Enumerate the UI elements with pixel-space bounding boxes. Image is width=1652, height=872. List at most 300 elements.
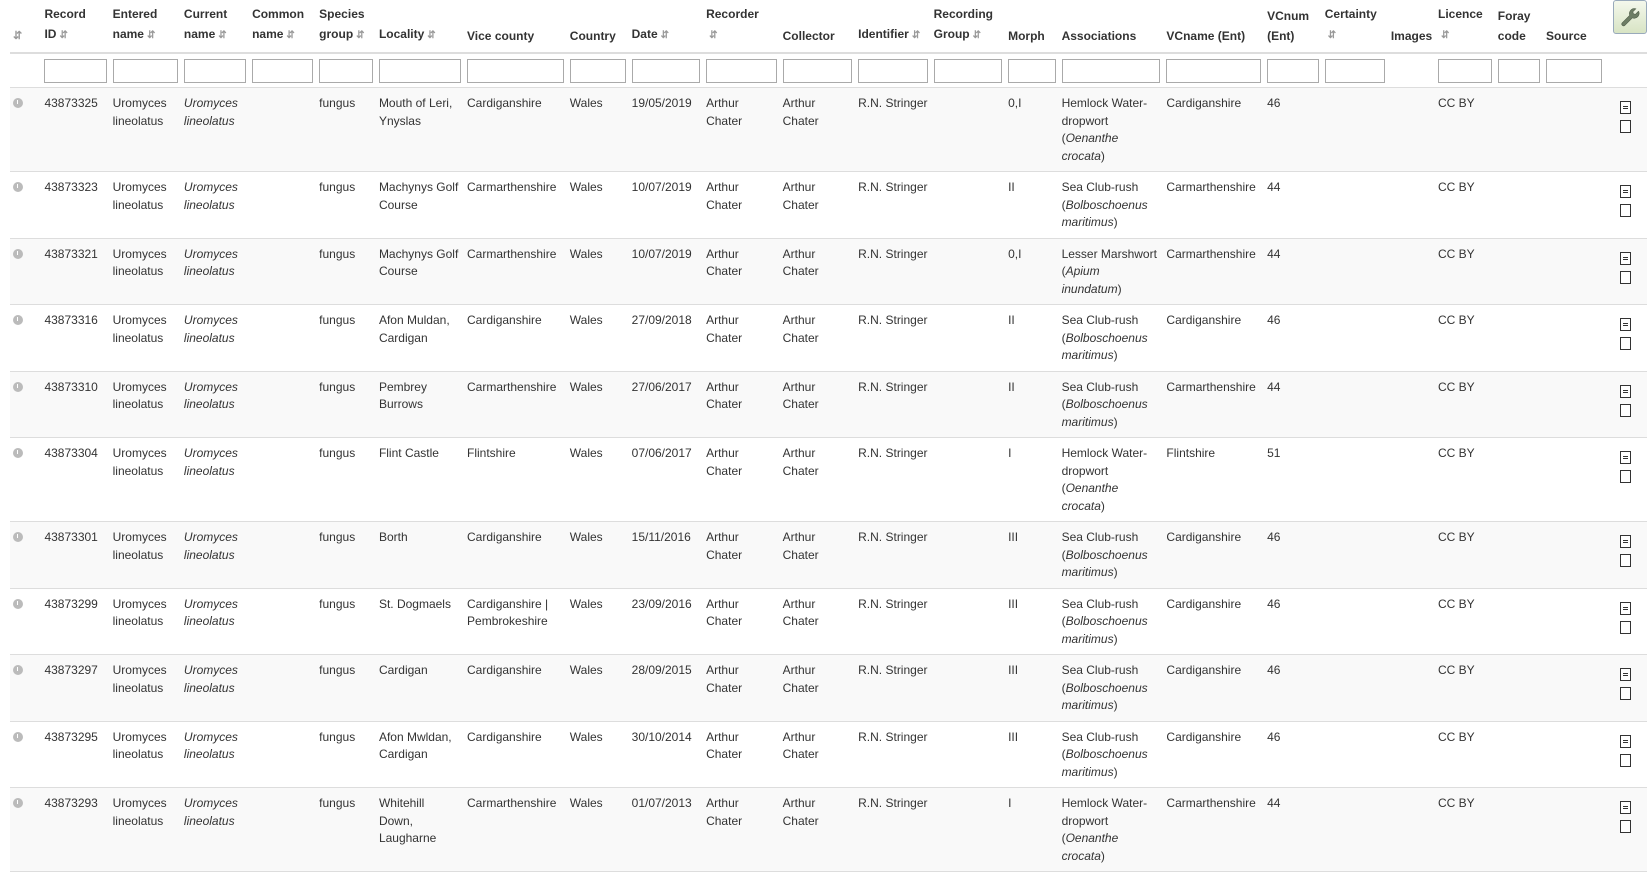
cell-collector: Arthur Chater xyxy=(780,371,856,438)
history-clock-icon[interactable] xyxy=(13,448,23,458)
cell-foray-code xyxy=(1495,172,1543,239)
cell-morph: III xyxy=(1005,588,1058,655)
cell-images xyxy=(1388,588,1435,655)
cell-collector: Arthur Chater xyxy=(780,655,856,722)
history-clock-icon[interactable] xyxy=(13,182,23,192)
cell-date: 27/09/2018 xyxy=(629,305,703,372)
cell-date: 19/05/2019 xyxy=(629,88,703,172)
cell-date: 27/06/2017 xyxy=(629,371,703,438)
col-licence[interactable]: Licence ⇵ xyxy=(1435,0,1495,53)
cell-current-name: Uromyces lineolatus xyxy=(181,305,249,372)
cell-associations: Sea Club-rush (Bolboschoenus maritimus) xyxy=(1059,655,1164,722)
cell-source xyxy=(1543,88,1605,172)
cell-common-name xyxy=(249,788,316,872)
table-row xyxy=(10,588,1647,655)
cell-actions xyxy=(1605,721,1647,788)
cell-locality: Cardigan xyxy=(376,655,464,722)
col-entered-name[interactable]: Entered name ⇵ xyxy=(110,0,181,53)
filter-recorder[interactable] xyxy=(706,59,777,83)
cell-source xyxy=(1543,172,1605,239)
cell-licence: CC BY xyxy=(1435,655,1495,722)
cell-country: Wales xyxy=(567,438,629,522)
col-locality[interactable]: Locality ⇵ xyxy=(376,0,464,53)
col-source: Source xyxy=(1543,0,1605,53)
cell-date: 15/11/2016 xyxy=(629,522,703,589)
cell-record-id: 43873297 xyxy=(41,655,109,722)
record-document-icon[interactable] xyxy=(1620,820,1631,833)
cell-morph: I xyxy=(1005,788,1058,872)
col-foray-code: Foray code xyxy=(1495,0,1543,53)
filter-recording-group[interactable] xyxy=(934,59,1002,83)
cell-images xyxy=(1388,788,1435,872)
cell-identifier: R.N. Stringer xyxy=(855,172,931,239)
cell-actions xyxy=(1605,371,1647,438)
record-details-icon[interactable] xyxy=(1620,668,1631,681)
history-clock-icon[interactable] xyxy=(13,665,23,675)
cell-country: Wales xyxy=(567,522,629,589)
cell-recording-group xyxy=(931,522,1005,589)
col-current-name[interactable]: Current name ⇵ xyxy=(181,0,249,53)
cell-licence: CC BY xyxy=(1435,305,1495,372)
col-recording-group[interactable]: Recording Group ⇵ xyxy=(931,0,1005,53)
association-scientific-name: Bolboschoenus maritimus xyxy=(1061,197,1148,229)
cell-foray-code xyxy=(1495,88,1543,172)
cell-record-id: 43873323 xyxy=(41,172,109,239)
cell-locality: Whitehill Down, Laugharne xyxy=(376,788,464,872)
association-scientific-name: Oenanthe crocata xyxy=(1061,481,1119,513)
table-row xyxy=(10,522,1647,589)
cell-species-group: fungus xyxy=(316,438,376,522)
cell-certainty xyxy=(1322,371,1388,438)
cell-licence: CC BY xyxy=(1435,371,1495,438)
cell-locality: Afon Muldan, Cardigan xyxy=(376,305,464,372)
cell-entered-name: Uromyces lineolatus xyxy=(110,721,181,788)
cell-source xyxy=(1543,371,1605,438)
cell-actions xyxy=(1605,522,1647,589)
cell-entered-name: Uromyces lineolatus xyxy=(110,522,181,589)
table-row xyxy=(10,788,1647,872)
cell-vice-county: Carmarthenshire xyxy=(464,172,567,239)
cell-vice-county: Cardiganshire xyxy=(464,655,567,722)
cell-foray-code xyxy=(1495,522,1543,589)
cell-certainty xyxy=(1322,788,1388,872)
cell-source xyxy=(1543,655,1605,722)
cell-country: Wales xyxy=(567,371,629,438)
filter-row xyxy=(10,53,1647,88)
record-details-icon[interactable] xyxy=(1620,535,1631,548)
cell-vcname: Cardiganshire xyxy=(1163,655,1264,722)
cell-species-group: fungus xyxy=(316,721,376,788)
cell-recorder: Arthur Chater xyxy=(703,788,780,872)
cell-identifier: R.N. Stringer xyxy=(855,238,931,305)
cell-associations: Lesser Marshwort (Apium inundatum) xyxy=(1059,238,1164,305)
cell-images xyxy=(1388,88,1435,172)
cell-images xyxy=(1388,522,1435,589)
record-details-icon[interactable] xyxy=(1620,318,1631,331)
cell-associations: Hemlock Water-dropwort (Oenanthe crocata) xyxy=(1059,788,1164,872)
cell-common-name xyxy=(249,371,316,438)
sort-toggle-column[interactable]: ⇵ xyxy=(10,0,41,53)
cell-record-id: 43873299 xyxy=(41,588,109,655)
cell-recording-group xyxy=(931,172,1005,239)
cell-associations: Hemlock Water-dropwort (Oenanthe crocata) xyxy=(1059,88,1164,172)
association-common-name: Sea Club-rush xyxy=(1061,596,1139,611)
cell-foray-code xyxy=(1495,238,1543,305)
cell-clock xyxy=(10,655,41,722)
cell-foray-code xyxy=(1495,788,1543,872)
cell-recorder: Arthur Chater xyxy=(703,721,780,788)
cell-morph: II xyxy=(1005,371,1058,438)
cell-locality: Pembrey Burrows xyxy=(376,371,464,438)
filter-licence[interactable] xyxy=(1438,59,1492,83)
cell-actions xyxy=(1605,588,1647,655)
cell-images xyxy=(1388,371,1435,438)
cell-common-name xyxy=(249,172,316,239)
cell-locality: Mouth of Leri, Ynyslas xyxy=(376,88,464,172)
cell-clock xyxy=(10,721,41,788)
cell-vcnum: 51 xyxy=(1264,438,1322,522)
association-common-name: Lesser Marshwort xyxy=(1061,246,1157,261)
table-row xyxy=(10,88,1647,172)
cell-common-name xyxy=(249,305,316,372)
cell-date: 28/09/2015 xyxy=(629,655,703,722)
association-common-name: Sea Club-rush xyxy=(1061,379,1139,394)
cell-species-group: fungus xyxy=(316,371,376,438)
record-details-icon[interactable] xyxy=(1620,252,1631,265)
association-scientific-name: Bolboschoenus maritimus xyxy=(1061,614,1148,646)
col-vcname: VCname (Ent) xyxy=(1163,0,1264,53)
cell-foray-code xyxy=(1495,588,1543,655)
cell-identifier: R.N. Stringer xyxy=(855,588,931,655)
cell-country: Wales xyxy=(567,788,629,872)
cell-certainty xyxy=(1322,588,1388,655)
cell-licence: CC BY xyxy=(1435,438,1495,522)
cell-common-name xyxy=(249,522,316,589)
cell-actions xyxy=(1605,788,1647,872)
cell-recorder: Arthur Chater xyxy=(703,655,780,722)
records-table xyxy=(10,0,1647,872)
cell-entered-name: Uromyces lineolatus xyxy=(110,238,181,305)
cell-images xyxy=(1388,172,1435,239)
association-scientific-name: Bolboschoenus maritimus xyxy=(1061,747,1148,779)
cell-species-group: fungus xyxy=(316,172,376,239)
cell-vcname: Carmarthenshire xyxy=(1163,371,1264,438)
cell-current-name: Uromyces lineolatus xyxy=(181,238,249,305)
cell-date: 10/07/2019 xyxy=(629,172,703,239)
association-scientific-name: Bolboschoenus maritimus xyxy=(1061,547,1148,579)
cell-licence: CC BY xyxy=(1435,238,1495,305)
history-clock-icon[interactable] xyxy=(13,315,23,325)
cell-locality: Machynys Golf Course xyxy=(376,238,464,305)
cell-images xyxy=(1388,438,1435,522)
record-document-icon[interactable] xyxy=(1620,404,1631,417)
cell-record-id: 43873325 xyxy=(41,88,109,172)
filter-date[interactable] xyxy=(632,59,700,83)
cell-associations: Sea Club-rush (Bolboschoenus maritimus) xyxy=(1059,588,1164,655)
cell-vcnum: 46 xyxy=(1264,305,1322,372)
cell-certainty xyxy=(1322,522,1388,589)
table-row xyxy=(10,172,1647,239)
cell-recorder: Arthur Chater xyxy=(703,172,780,239)
filter-associations[interactable] xyxy=(1062,59,1161,83)
cell-country: Wales xyxy=(567,172,629,239)
cell-vcname: Cardiganshire xyxy=(1163,522,1264,589)
col-vice-county: Vice county xyxy=(464,0,567,53)
cell-identifier: R.N. Stringer xyxy=(855,438,931,522)
association-common-name: Sea Club-rush xyxy=(1061,313,1139,327)
cell-vcnum: 46 xyxy=(1264,655,1322,722)
cell-recording-group xyxy=(931,438,1005,522)
header-row xyxy=(10,0,1647,53)
col-morph: Morph xyxy=(1005,0,1058,53)
cell-common-name xyxy=(249,721,316,788)
wrench-icon xyxy=(1619,6,1641,28)
cell-vcnum: 46 xyxy=(1264,522,1322,589)
record-document-icon[interactable] xyxy=(1620,271,1631,284)
cell-associations: Sea Club-rush (Bolboschoenus maritimus) xyxy=(1059,172,1164,239)
cell-source xyxy=(1543,305,1605,372)
history-clock-icon[interactable] xyxy=(13,732,23,742)
col-identifier[interactable]: Identifier ⇵ xyxy=(855,0,931,53)
filter-foray-code[interactable] xyxy=(1498,59,1540,83)
cell-country: Wales xyxy=(567,588,629,655)
col-common-name[interactable]: Common name ⇵ xyxy=(249,0,316,53)
cell-entered-name: Uromyces lineolatus xyxy=(110,588,181,655)
history-clock-icon[interactable] xyxy=(13,98,23,108)
cell-record-id: 43873316 xyxy=(41,305,109,372)
cell-actions xyxy=(1605,655,1647,722)
cell-species-group: fungus xyxy=(316,305,376,372)
record-document-icon[interactable] xyxy=(1620,621,1631,634)
cell-identifier: R.N. Stringer xyxy=(855,788,931,872)
filter-country[interactable] xyxy=(570,59,626,83)
record-details-icon[interactable] xyxy=(1620,735,1631,748)
cell-actions xyxy=(1605,88,1647,172)
history-clock-icon[interactable] xyxy=(13,798,23,808)
cell-actions xyxy=(1605,438,1647,522)
cell-date: 10/07/2019 xyxy=(629,238,703,305)
record-details-icon[interactable] xyxy=(1620,602,1631,615)
cell-associations: Sea Club-rush (Bolboschoenus maritimus) xyxy=(1059,721,1164,788)
cell-species-group: fungus xyxy=(316,655,376,722)
filter-vcname[interactable] xyxy=(1166,59,1261,83)
filter-morph[interactable] xyxy=(1008,59,1055,83)
cell-foray-code xyxy=(1495,655,1543,722)
association-scientific-name: Oenanthe crocata xyxy=(1061,131,1119,163)
association-common-name: Hemlock Water-dropwort xyxy=(1061,796,1148,828)
cell-common-name xyxy=(249,588,316,655)
cell-collector: Arthur Chater xyxy=(780,522,856,589)
filter-collector[interactable] xyxy=(783,59,853,83)
cell-licence: CC BY xyxy=(1435,588,1495,655)
cell-current-name: Uromyces lineolatus xyxy=(181,172,249,239)
association-scientific-name: Oenanthe crocata xyxy=(1061,831,1119,863)
cell-entered-name: Uromyces lineolatus xyxy=(110,371,181,438)
filter-certainty[interactable] xyxy=(1325,59,1385,83)
cell-certainty xyxy=(1322,172,1388,239)
col-recorder[interactable]: Recorder ⇵ xyxy=(703,0,780,53)
cell-vice-county: Carmarthenshire xyxy=(464,788,567,872)
history-clock-icon[interactable] xyxy=(13,532,23,542)
cell-species-group: fungus xyxy=(316,788,376,872)
table-row xyxy=(10,238,1647,305)
cell-licence: CC BY xyxy=(1435,788,1495,872)
cell-vice-county: Cardiganshire xyxy=(464,522,567,589)
cell-recorder: Arthur Chater xyxy=(703,522,780,589)
cell-current-name: Uromyces lineolatus xyxy=(181,655,249,722)
cell-recording-group xyxy=(931,655,1005,722)
filter-entered-name[interactable] xyxy=(113,59,178,83)
cell-associations: Sea Club-rush (Bolboschoenus maritimus) xyxy=(1059,371,1164,438)
col-associations: Associations xyxy=(1059,0,1164,53)
cell-recording-group xyxy=(931,788,1005,872)
cell-vcnum: 44 xyxy=(1264,238,1322,305)
col-certainty[interactable]: Certainty ⇵ xyxy=(1322,0,1388,53)
record-details-icon[interactable] xyxy=(1620,385,1631,398)
history-clock-icon[interactable] xyxy=(13,249,23,259)
cell-current-name: Uromyces lineolatus xyxy=(181,588,249,655)
cell-entered-name: Uromyces lineolatus xyxy=(110,655,181,722)
cell-entered-name: Uromyces lineolatus xyxy=(110,788,181,872)
cell-morph: III xyxy=(1005,522,1058,589)
association-scientific-name: Bolboschoenus maritimus xyxy=(1061,330,1148,362)
cell-morph: 0,I xyxy=(1005,238,1058,305)
filter-locality[interactable] xyxy=(379,59,461,83)
col-collector: Collector xyxy=(780,0,856,53)
cell-species-group: fungus xyxy=(316,522,376,589)
col-record-id[interactable]: Record ID ⇵ xyxy=(41,0,109,53)
cell-record-id: 43873301 xyxy=(41,522,109,589)
cell-collector: Arthur Chater xyxy=(780,721,856,788)
record-details-icon[interactable] xyxy=(1620,101,1631,114)
filter-vice-county[interactable] xyxy=(467,59,564,83)
cell-source xyxy=(1543,522,1605,589)
cell-country: Wales xyxy=(567,305,629,372)
association-common-name: Hemlock Water-dropwort xyxy=(1061,446,1148,478)
cell-recorder: Arthur Chater xyxy=(703,305,780,372)
cell-recording-group xyxy=(931,88,1005,172)
settings-button[interactable] xyxy=(1613,0,1647,34)
history-clock-icon[interactable] xyxy=(13,382,23,392)
cell-species-group: fungus xyxy=(316,238,376,305)
cell-certainty xyxy=(1322,238,1388,305)
cell-source xyxy=(1543,721,1605,788)
record-details-icon[interactable] xyxy=(1620,451,1631,464)
cell-entered-name: Uromyces lineolatus xyxy=(110,88,181,172)
cell-record-id: 43873304 xyxy=(41,438,109,522)
cell-clock xyxy=(10,371,41,438)
cell-current-name: Uromyces lineolatus xyxy=(181,721,249,788)
cell-vice-county: Cardiganshire xyxy=(464,305,567,372)
filter-species-group[interactable] xyxy=(319,59,373,83)
cell-licence: CC BY xyxy=(1435,522,1495,589)
cell-collector: Arthur Chater xyxy=(780,305,856,372)
cell-current-name: Uromyces lineolatus xyxy=(181,438,249,522)
association-common-name: Sea Club-rush xyxy=(1061,729,1139,744)
filter-images-empty xyxy=(1388,53,1435,88)
cell-vcname: Cardiganshire xyxy=(1163,88,1264,172)
history-clock-icon[interactable] xyxy=(13,599,23,609)
cell-entered-name: Uromyces lineolatus xyxy=(110,172,181,239)
filter-cell-empty xyxy=(10,53,41,88)
cell-collector: Arthur Chater xyxy=(780,172,856,239)
record-document-icon[interactable] xyxy=(1620,204,1631,217)
cell-common-name xyxy=(249,88,316,172)
cell-current-name: Uromyces lineolatus xyxy=(181,522,249,589)
cell-vcname: Carmarthenshire xyxy=(1163,788,1264,872)
filter-source[interactable] xyxy=(1546,59,1602,83)
record-details-icon[interactable] xyxy=(1620,185,1631,198)
filter-record-id[interactable] xyxy=(44,59,106,83)
cell-clock xyxy=(10,305,41,372)
col-country: Country xyxy=(567,0,629,53)
record-document-icon[interactable] xyxy=(1620,470,1631,483)
filter-current-name[interactable] xyxy=(184,59,246,83)
record-document-icon[interactable] xyxy=(1620,754,1631,767)
record-document-icon[interactable] xyxy=(1620,120,1631,133)
record-document-icon[interactable] xyxy=(1620,337,1631,350)
cell-images xyxy=(1388,305,1435,372)
cell-date: 01/07/2013 xyxy=(629,788,703,872)
col-species-group[interactable]: Species group ⇵ xyxy=(316,0,376,53)
table-row xyxy=(10,655,1647,722)
cell-foray-code xyxy=(1495,305,1543,372)
cell-clock xyxy=(10,88,41,172)
record-document-icon[interactable] xyxy=(1620,554,1631,567)
cell-vice-county: Cardiganshire | Pembrokeshire xyxy=(464,588,567,655)
cell-current-name: Uromyces lineolatus xyxy=(181,88,249,172)
cell-record-id: 43873310 xyxy=(41,371,109,438)
filter-common-name[interactable] xyxy=(252,59,313,83)
cell-recorder: Arthur Chater xyxy=(703,588,780,655)
record-details-icon[interactable] xyxy=(1620,801,1631,814)
cell-vice-county: Cardiganshire xyxy=(464,721,567,788)
cell-actions xyxy=(1605,305,1647,372)
table-row xyxy=(10,371,1647,438)
cell-source xyxy=(1543,238,1605,305)
cell-common-name xyxy=(249,655,316,722)
cell-actions xyxy=(1605,238,1647,305)
table-row xyxy=(10,305,1647,372)
cell-identifier: R.N. Stringer xyxy=(855,371,931,438)
cell-vcname: Cardiganshire xyxy=(1163,305,1264,372)
cell-vcname: Carmarthenshire xyxy=(1163,172,1264,239)
filter-vcnum[interactable] xyxy=(1267,59,1319,83)
cell-certainty xyxy=(1322,88,1388,172)
col-date[interactable]: Date ⇵ xyxy=(629,0,703,53)
cell-identifier: R.N. Stringer xyxy=(855,88,931,172)
table-row xyxy=(10,721,1647,788)
cell-vcnum: 46 xyxy=(1264,88,1322,172)
record-document-icon[interactable] xyxy=(1620,687,1631,700)
association-common-name: Sea Club-rush xyxy=(1061,180,1139,194)
cell-foray-code xyxy=(1495,721,1543,788)
cell-clock xyxy=(10,788,41,872)
cell-recorder: Arthur Chater xyxy=(703,238,780,305)
filter-identifier[interactable] xyxy=(858,59,928,83)
cell-vcnum: 46 xyxy=(1264,721,1322,788)
association-scientific-name: Bolboschoenus maritimus xyxy=(1061,680,1148,712)
cell-entered-name: Uromyces lineolatus xyxy=(110,438,181,522)
cell-vcnum: 44 xyxy=(1264,788,1322,872)
cell-source xyxy=(1543,588,1605,655)
cell-clock xyxy=(10,522,41,589)
cell-vcnum: 46 xyxy=(1264,588,1322,655)
cell-collector: Arthur Chater xyxy=(780,588,856,655)
cell-certainty xyxy=(1322,721,1388,788)
cell-date: 30/10/2014 xyxy=(629,721,703,788)
cell-vcname: Cardiganshire xyxy=(1163,721,1264,788)
